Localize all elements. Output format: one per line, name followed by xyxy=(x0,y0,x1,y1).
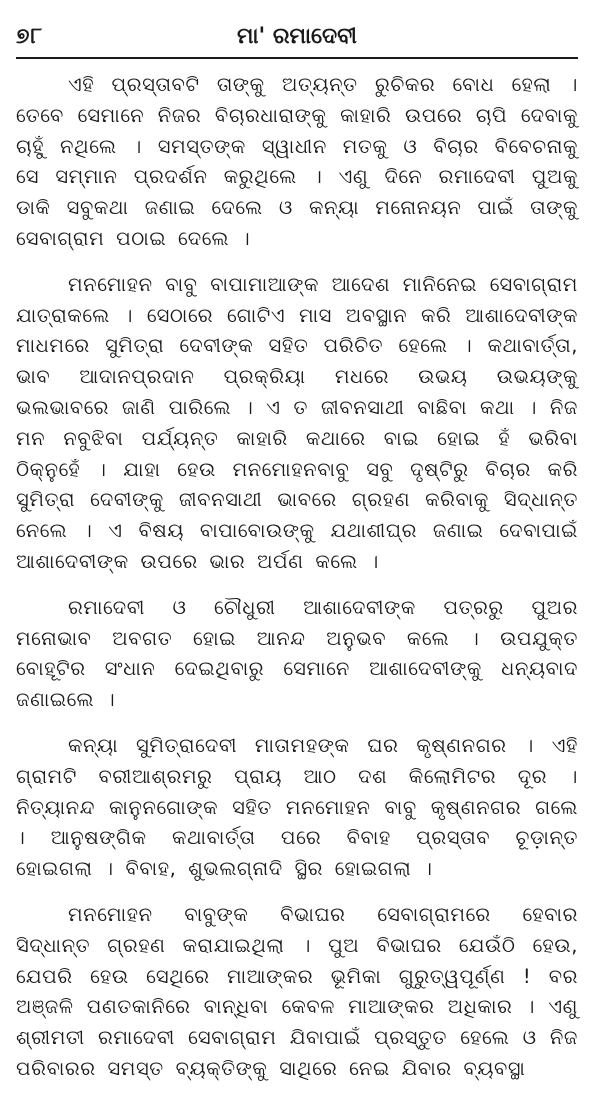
header-rule xyxy=(16,57,578,59)
paragraph-2: ମନମୋହନ ବାବୁ ବାପାମାଆଙ୍କ ଆଦେଶ ମାନିନେଇ ସେବାଗ୍ରାମ ଯାତ୍ରାକଲେ । ସେଠାରେ ଗୋଟିଏ ମାସ ଅବସ୍ଥାନ କରି ଆଶାଦେବୀଙ୍କ ମାଧମରେ ସୁମିତ୍ରା ଦେବୀଙ୍କ ସହିତ ପରିଚିତ ହେଲେ । କଥାବାର୍ତ୍ତା, ଭାବ ଆଦାନପ୍ରଦାନ ପ୍ରକ୍ରିୟା ମଧରେ ଉଭୟ ଉଭୟଙ୍କୁ ଭଲଭାବରେ ଜାଣି ପାରିଲେ । ଏ ତ ଜୀବନସାଥୀ ବାଛିବା କଥା । ନିଜ ମନ ନବୁଝିବା ପର୍ଯ୍ୟନ୍ତ କାହାରି କଥାରେ ବାଇ ହୋଇ ହଁ ଭରିବା ଠିକ୍‌ନୁହେଁ । ଯାହା ହେଉ ମନମୋହନବାବୁ ସବୁ ଦୃଷ୍ଟିରୁ ବିଚାର କରି ସୁମିତ୍ରା ଦେବୀଙ୍କୁ ଜୀବନସାଥୀ ଭାବରେ ଗ୍ରହଣ କରିବାକୁ ସିଦ୍ଧାନ୍ତ ନେଲେ । ଏ ବିଷୟ ବାପାବୋଉଙ୍କୁ ଯଥାଶୀଘ୍ର ଜଣାଇ ଦେବାପାଇଁ ଆଶାଦେବୀଙ୍କ ଉପରେ ଭାର ଅର୍ପଣ କଲେ । xyxy=(16,272,578,573)
body-text xyxy=(16,70,578,1100)
page-number: ୭୮ xyxy=(16,24,43,49)
running-title: ମା' ରମାଦେବୀ xyxy=(237,24,357,49)
paragraph-3: ରମାଦେବୀ ଓ ଚୌଧୁରୀ ଆଶାଦେବୀଙ୍କ ପତ୍ରରୁ ପୁଅର ମନୋଭାବ ଅବଗତ ହୋଇ ଆନନ୍ଦ ଅନୁଭବ କଲେ । ଉପଯୁକ୍ତ ବୋହୂଟିର ସଂଧାନ ଦେଇଥିବାରୁ ସେମାନେ ଆଶାଦେବୀଙ୍କୁ ଧନ୍ୟବାଦ ଜଣାଇଲେ । xyxy=(16,595,578,712)
paragraph-4: କନ୍ୟା ସୁମିତ୍ରାଦେବୀ ମାତାମହଙ୍କ ଘର କୃଷ୍ଣନଗର । ଏହି ଗ୍ରାମଟି ବରୀଆଶ୍ରମରୁ ପ୍ରାୟ ଆଠ ଦଶ କିଲୋମିଟର ଦୂର । ନିତ୍ୟାନନ୍ଦ କାନୁନଗୋଙ୍କ ସହିତ ମନମୋହନ ବାବୁ କୃଷ୍ଣନଗର ଗଲେ । ଆନୁଷଙ୍ଗିକ କଥାବାର୍ତ୍ତା ପରେ ବିବାହ ପ୍ରସ୍ତାବ ଚୂଡ଼ାନ୍ତ ହୋଇଗଲା । ବିବାହ, ଶୁଭଲଗ୍ନାଦି ସ୍ଥିର ହୋଇଗଲା । xyxy=(16,733,578,881)
page-header xyxy=(16,22,578,52)
paragraph-1: ଏହି ପ୍ରସ୍ତାବଟି ତାଙ୍କୁ ଅତ୍ୟନ୍ତ ରୁଚିକର ବୋଧ ହେଲା । ତେବେ ସେମାନେ ନିଜର ବିଚାରଧାରାଙ୍କୁ କାହାରି ଉପରେ ଚାପି ଦେବାକୁ ଚାହୁଁ ନଥିଲେ । ସମସ୍ତଙ୍କ ସ୍ୱାଧୀନ ମତକୁ ଓ ବିଚାର ବିବେଚନାକୁ ସେ ସମ୍ମାନ ପ୍ରଦର୍ଶନ କରୁଥିଲେ । ଏଣୁ ଦିନେ ରମାଦେବୀ ପୁଅକୁ ଡାକି ସବୁକଥା ଜଣାଇ ଦେଲେ ଓ କନ୍ୟା ମନୋନୟନ ପାଇଁ ତାଙ୍କୁ ସେବାଗ୍ରାମ ପଠାଇ ଦେଲେ । xyxy=(16,73,578,250)
paragraph-5: ମନମୋହନ ବାବୁଙ୍କ ବିଭାଘର ସେବାଗ୍ରାମରେ ହେବାର ସିଦ୍ଧାନ୍ତ ଗ୍ରହଣ କରାଯାଇଥିଲା । ପୁଅ ବିଭାଘର ଯେଉଁଠି ହେଉ, ଯେପରି ହେଉ ସେଥିରେ ମାଆଙ୍କର ଭୂମିକା ଗୁରୁତ୍ୱପୂର୍ଣ୍ଣ ! ବର ଅଞ୍ଜଳି ପଣତକାନିରେ ବାନ୍ଧିବା କେବଳ ମାଆଙ୍କର ଅଧିକାର । ଏଣୁ ଶ୍ରୀମତୀ ରମାଦେବୀ ସେବାଗ୍ରାମ ଯିବାପାଇଁ ପ୍ରସ୍ତୁତ ହେଲେ ଓ ନିଜ ପରିବାରର ସମସ୍ତ ବ୍ୟକ୍ତିଙ୍କୁ ସାଥିରେ ନେଇ ଯିବାର ବ୍ୟବସ୍ଥା xyxy=(16,902,578,1080)
